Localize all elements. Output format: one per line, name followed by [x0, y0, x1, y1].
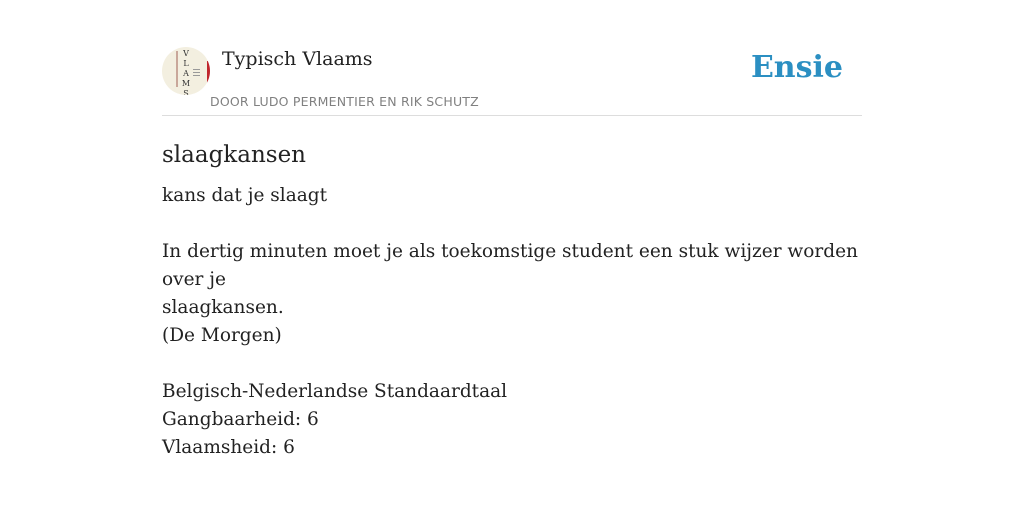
entry-language: Belgisch-Nederlandse Standaardtaal [162, 381, 508, 402]
entry-example-line-2: slaagkansen. [162, 297, 284, 318]
logo-letters: V L A M S [181, 49, 191, 95]
logo-red-bar [207, 61, 210, 83]
entry-vlaamsheid: Vlaamsheid: 6 [162, 437, 295, 458]
blog-header [162, 44, 862, 116]
ensie-logo-link[interactable]: Ensie [750, 50, 843, 85]
entry-source: (De Morgen) [162, 325, 282, 346]
blog-title-link[interactable]: Typisch Vlaams [222, 48, 373, 70]
byline: DOOR LUDO PERMENTIER EN RIK SCHUTZ [210, 94, 479, 109]
book-spine-icon [176, 51, 178, 87]
entry-gangbaarheid: Gangbaarheid: 6 [162, 409, 319, 430]
blog-logo-avatar[interactable] [162, 47, 210, 95]
entry-card [162, 44, 862, 462]
entry-word: slaagkansen [162, 142, 306, 168]
logo-text-lines [193, 69, 200, 78]
entry-definition: kans dat je slaagt [162, 185, 328, 206]
entry-body [162, 182, 862, 462]
entry-example-line-1: In dertig minuten moet je als toekomstige student een stuk wijzer worden over je [162, 241, 858, 290]
